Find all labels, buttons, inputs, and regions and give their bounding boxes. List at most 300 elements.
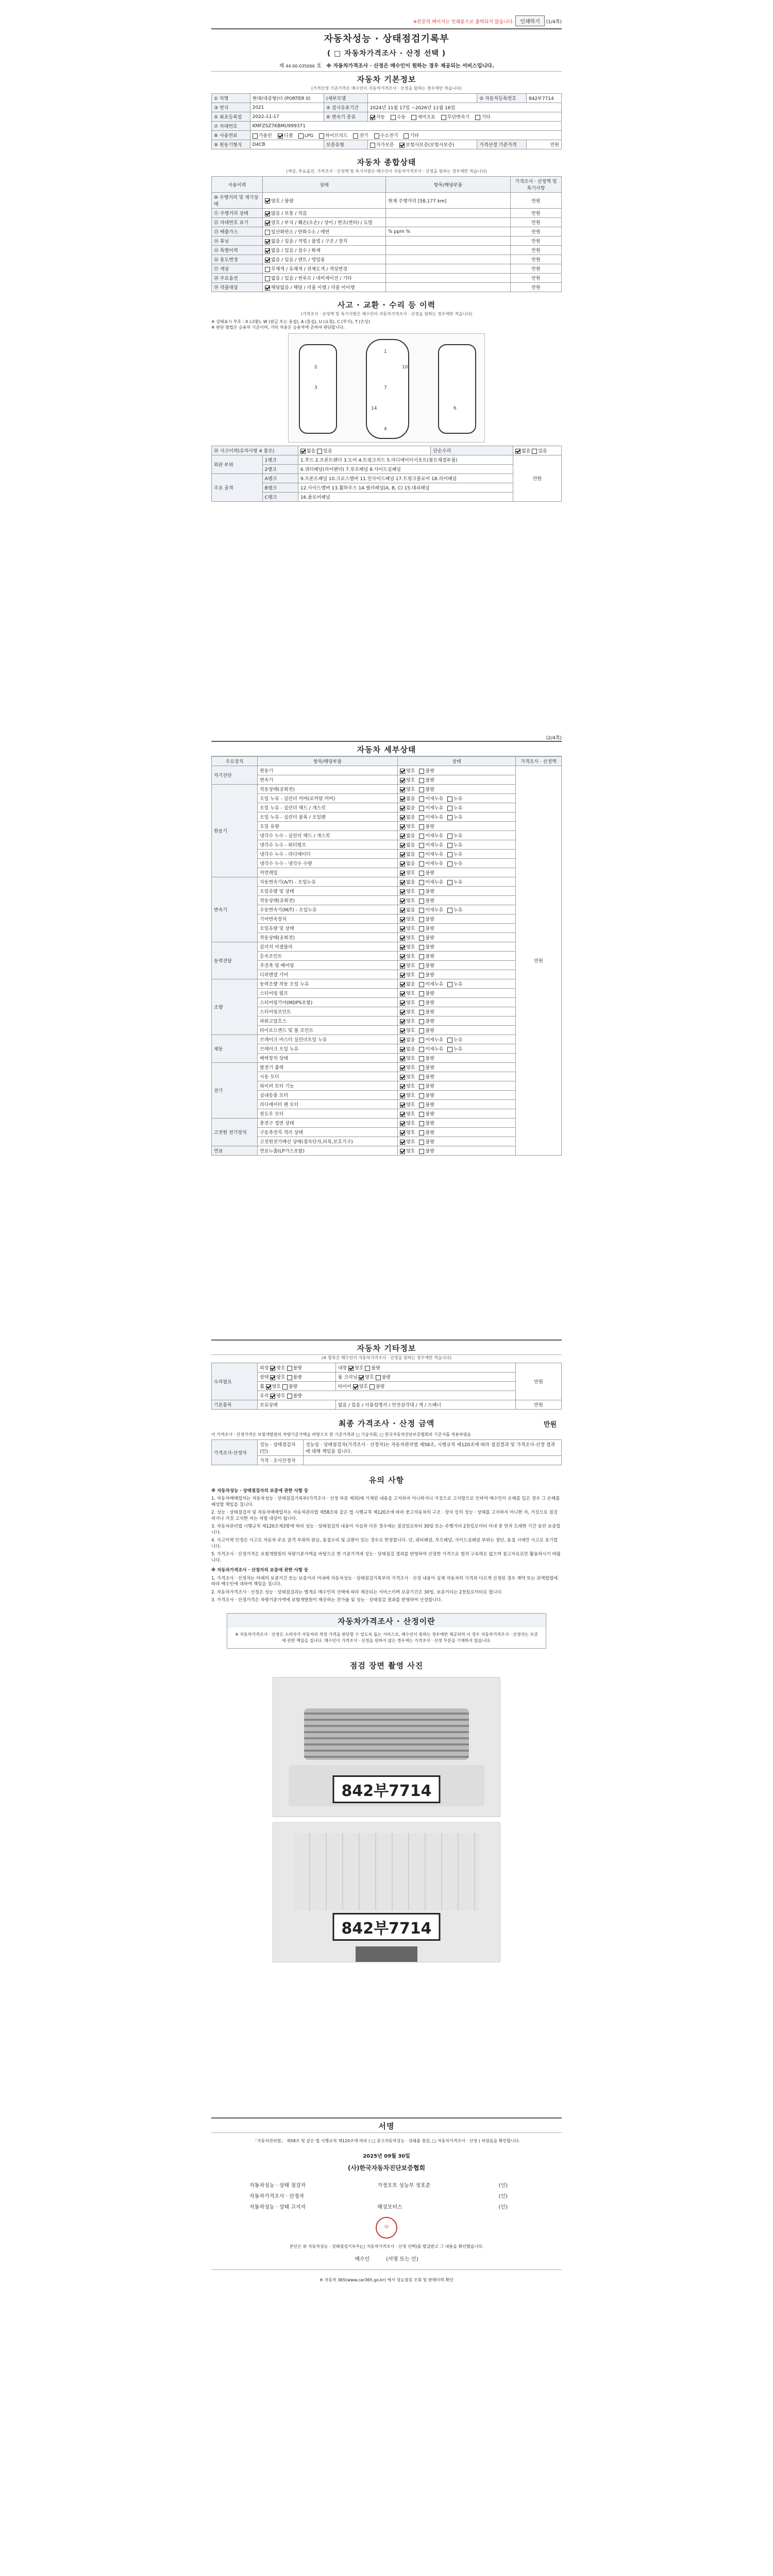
checkbox-checked[interactable]	[400, 945, 405, 950]
checkbox[interactable]	[419, 1112, 424, 1117]
checkbox-checked[interactable]	[400, 1056, 405, 1061]
state-option: 양호	[406, 1130, 415, 1136]
checkbox[interactable]	[447, 796, 452, 802]
checkbox[interactable]	[419, 1038, 424, 1043]
checkbox-checked[interactable]	[400, 1112, 405, 1117]
checkbox[interactable]	[419, 824, 424, 829]
checkbox[interactable]	[265, 267, 270, 272]
row-opts	[263, 264, 386, 274]
checkbox[interactable]	[376, 1375, 381, 1380]
state-good: 양호	[276, 1394, 285, 1399]
detail-item-state	[398, 914, 516, 924]
detail-item-label: 브레이크 마스터 실린더오일 누유	[258, 1035, 398, 1044]
checkbox-checked[interactable]	[265, 248, 270, 253]
checkbox-checked[interactable]	[400, 1075, 405, 1080]
row-opts-text: 없음 / 있음 / 썬루프 / 네비게이션 / 기타	[271, 276, 352, 281]
checkbox-checked[interactable]	[400, 936, 405, 941]
state-good: 양호	[272, 1384, 281, 1389]
checkbox[interactable]	[419, 1084, 424, 1089]
checkbox[interactable]	[419, 1010, 424, 1015]
row-label: ⑱ 주요옵션	[212, 274, 263, 283]
detail-item-label: 타이로드엔드 및 볼 조인트	[258, 1026, 398, 1035]
state-good: 양호	[359, 1384, 368, 1389]
checkbox[interactable]	[419, 1056, 424, 1061]
checkbox[interactable]	[447, 880, 452, 885]
detail-item-label: 디퍼렌셜 기어	[258, 970, 398, 979]
overall-col-price: 가격조사 · 산정액 및 특기사항	[511, 177, 562, 193]
checkbox-checked[interactable]	[400, 899, 405, 904]
checkbox-checked[interactable]	[400, 843, 405, 848]
state-option: 불량	[425, 917, 434, 922]
checkbox-checked[interactable]	[400, 926, 405, 931]
checkbox[interactable]	[419, 861, 424, 867]
state-option: 양호	[406, 1010, 415, 1015]
detail-group-label: 원동기	[212, 785, 258, 877]
row-price: 만원	[511, 209, 562, 218]
checkbox[interactable]	[353, 133, 358, 139]
signer-label: 자동차성능 · 상태 점검자	[249, 2183, 306, 2189]
state-option: 없음	[406, 908, 415, 913]
state-option: 양호	[406, 1001, 415, 1006]
state-option: 양호	[406, 1103, 415, 1108]
checkbox[interactable]	[317, 449, 322, 454]
detail-row	[212, 952, 562, 961]
checkbox[interactable]	[419, 806, 424, 811]
doc-notice: ※ 자동차가격조사 · 산정은 매수인이 원하는 경우 제공되는 서비스입니다.	[326, 63, 494, 69]
transmission-semi: 세미오토	[417, 115, 435, 120]
row-detail	[386, 264, 511, 274]
checkbox-checked[interactable]	[400, 1149, 405, 1154]
final-price-block	[211, 1416, 562, 1430]
state-option: 없음	[406, 1038, 415, 1043]
checkbox-checked[interactable]	[348, 1366, 354, 1371]
checkbox[interactable]	[369, 1384, 375, 1389]
checkbox-checked[interactable]	[265, 221, 270, 226]
checkbox-checked[interactable]	[400, 796, 405, 802]
checkbox-checked[interactable]	[400, 917, 405, 922]
checkbox[interactable]	[419, 1065, 424, 1071]
detail-item-state	[398, 952, 516, 961]
checkbox[interactable]	[287, 1366, 292, 1371]
checkbox[interactable]	[419, 973, 424, 978]
state-option: 불량	[425, 1149, 434, 1154]
row-label: ⑪ 주행거리 상태	[212, 209, 263, 218]
checkbox-checked[interactable]	[400, 1047, 405, 1052]
checkbox-checked[interactable]	[400, 1019, 405, 1024]
item-label: 휠	[260, 1384, 264, 1389]
row-detail	[386, 236, 511, 246]
checkbox-checked[interactable]	[359, 1375, 364, 1380]
checkbox[interactable]	[419, 1019, 424, 1024]
detail-item-label: 스티어링 펌프	[258, 989, 398, 998]
checkbox-checked[interactable]	[400, 908, 405, 913]
detail-item-label: 오일 누유 - 실린더 블록 / 오일팬	[258, 812, 398, 822]
car-top-view	[366, 339, 409, 439]
checkbox-checked[interactable]	[400, 1140, 405, 1145]
checkbox[interactable]	[447, 908, 452, 913]
detail-item-label: 추진축 및 베어링	[258, 961, 398, 970]
page-2	[211, 734, 562, 1332]
overall-title: 자동차 종합상태	[357, 158, 416, 167]
overall-col-state: 상태	[263, 177, 386, 193]
checkbox[interactable]	[319, 133, 324, 139]
checkbox[interactable]	[419, 1149, 424, 1154]
checkbox[interactable]	[419, 834, 424, 839]
row-label: ⑯ 용도변경	[212, 255, 263, 264]
state-good: 양호	[365, 1375, 374, 1380]
checkbox-checked[interactable]	[265, 239, 270, 244]
state-option: 양호	[406, 1028, 415, 1033]
first-reg-label: ⑤ 최초등록일	[212, 112, 250, 122]
checkbox[interactable]	[365, 1366, 370, 1371]
signer-mark: (인)	[498, 2183, 508, 2189]
page-4	[211, 2117, 562, 2571]
detail-item-state	[398, 1100, 516, 1109]
checkbox-checked[interactable]	[400, 834, 405, 839]
checkbox[interactable]	[282, 1384, 288, 1389]
state-option: 불량	[425, 1093, 434, 1098]
vehicle-diagram	[288, 333, 485, 443]
detail-group-label: 제동	[212, 1035, 258, 1063]
checkbox-checked[interactable]	[400, 1084, 405, 1089]
detail-row	[212, 914, 562, 924]
checkbox[interactable]	[447, 1047, 452, 1052]
checkbox-checked[interactable]	[400, 815, 405, 820]
buyer-mark: (서명 또는 인)	[386, 2257, 418, 2262]
row-price: 만원	[511, 193, 562, 209]
checkbox[interactable]	[411, 115, 416, 120]
sign-date: 2025년 09월 30일	[363, 2154, 410, 2159]
checkbox[interactable]	[419, 1001, 424, 1006]
checkbox[interactable]	[419, 796, 424, 802]
detail-item-state	[398, 1128, 516, 1137]
checkbox[interactable]	[447, 1038, 452, 1043]
row-opts	[263, 227, 386, 236]
note-item: 4. 사고이력 인정은 사고로 자동차 주요 골격 부위의 판금, 용접수리 및 교환이 있는 경우로 한정합니다. 단, 쿼터패널, 루프패널, 사이드실패널 부위는 절단, 용접 시에만 사고로 표기합니다.	[211, 1538, 558, 1549]
detail-row	[212, 887, 562, 896]
detail-row	[212, 1035, 562, 1044]
detail-item-label: 발전기 출력	[258, 1063, 398, 1072]
checkbox-checked[interactable]	[400, 889, 405, 894]
state-option: 불량	[425, 1001, 434, 1006]
inspection-label: ④ 검사유효기간	[324, 103, 367, 112]
basic-items-label: 기본품목	[212, 1400, 258, 1410]
detail-item-label: 구동축전지 격리 상태	[258, 1128, 398, 1137]
final-price-signer-value	[304, 1456, 562, 1465]
overall-col-usage: 사용이력	[212, 177, 263, 193]
checkbox[interactable]	[447, 806, 452, 811]
checkbox-checked[interactable]	[400, 973, 405, 978]
checkbox-checked[interactable]	[353, 1384, 358, 1389]
state-option: 불량	[425, 787, 434, 792]
state-option: 미세누유	[425, 843, 444, 848]
checkbox-checked[interactable]	[400, 1038, 405, 1043]
detail-item-label: 수동변속기(M/T) - 오일누유	[258, 905, 398, 914]
detail-row	[212, 1109, 562, 1118]
checkbox-checked[interactable]	[400, 1065, 405, 1071]
checkbox[interactable]	[265, 276, 270, 281]
checkbox-checked[interactable]	[400, 963, 405, 969]
checkbox[interactable]	[447, 852, 452, 857]
signer-label: 자동차성능 · 상태 고지자	[249, 2205, 306, 2210]
state-good: 양호	[276, 1375, 285, 1380]
row-price: 만원	[511, 218, 562, 227]
checkbox[interactable]	[298, 133, 304, 139]
overall-row	[212, 227, 562, 236]
checkbox[interactable]	[419, 991, 424, 996]
buyer-label: 매수인	[355, 2257, 370, 2262]
detail-item-state	[398, 877, 516, 887]
document-subtitle: ( □ 자동차가격조사 · 산정 선택 )	[327, 49, 446, 58]
checkbox-checked[interactable]	[400, 778, 405, 783]
price-basis-label: 가격산정 기준가격	[477, 140, 527, 149]
state-option: 불량	[425, 1019, 434, 1024]
checkbox[interactable]	[447, 861, 452, 867]
detail-row	[212, 998, 562, 1007]
checkbox-checked[interactable]	[270, 1394, 275, 1399]
checkbox[interactable]	[419, 917, 424, 922]
opt-none: 없음	[522, 449, 531, 454]
choice-box	[227, 1613, 546, 1649]
checkbox-checked[interactable]	[400, 861, 405, 867]
detail-item-state	[398, 831, 516, 840]
row-opts	[263, 236, 386, 246]
fuel-label: ⑧ 사용연료	[212, 131, 250, 140]
checkbox[interactable]	[419, 815, 424, 820]
state-option: 불량	[425, 1130, 434, 1136]
choice-body: ※ 자동차가격조사 · 산정은 소비자가 자동차의 적정 가격을 판단할 수 있도록 돕는 서비스로, 매수인이 원하는 경우에만 제공되며 이 경우 자동차가격조사 · 산정자는 보증에 관한 책임을 집니다. 매수인이 가격조사 · 산정을 원하지 않는 경우에는 가격조사 · 산정 부분을 기재하지 않습니다.	[234, 1632, 539, 1643]
state-option: 미세누유	[425, 1047, 444, 1052]
checkbox-checked[interactable]	[400, 1001, 405, 1006]
basic-info-subtitle: (가격산정 기준가격은 매수인이 자동차가격조사 · 산정을 원하는 경우에만 적습니다)	[311, 86, 462, 91]
detail-row	[212, 979, 562, 989]
row-detail	[386, 283, 511, 292]
checkbox[interactable]	[287, 1394, 292, 1399]
checkbox[interactable]	[419, 1075, 424, 1080]
warranty-label: 보증유형	[324, 140, 367, 149]
state-option: 불량	[425, 963, 434, 969]
sign-row	[246, 2201, 527, 2212]
truck-step	[356, 1946, 417, 1962]
checkbox[interactable]	[419, 908, 424, 913]
detail-item-label: 배력장치 상태	[258, 1054, 398, 1063]
checkbox[interactable]	[419, 778, 424, 783]
checkbox[interactable]	[447, 843, 452, 848]
simple-repair-label: 단순수리	[431, 446, 513, 455]
checkbox-checked[interactable]	[265, 198, 270, 204]
checkbox-checked[interactable]	[400, 1103, 405, 1108]
detail-row	[212, 924, 562, 933]
checkbox[interactable]	[419, 963, 424, 969]
checkbox[interactable]	[419, 852, 424, 857]
row-detail	[386, 218, 511, 227]
checkbox-checked[interactable]	[400, 982, 405, 987]
checkbox-checked[interactable]	[300, 449, 306, 454]
repair-tire	[335, 1382, 515, 1391]
checkbox-checked[interactable]	[400, 852, 405, 857]
state-option: 누유	[453, 852, 463, 857]
detail-item-state	[398, 840, 516, 850]
checkbox[interactable]	[370, 143, 375, 148]
part-number: 10	[402, 365, 408, 370]
checkbox[interactable]	[419, 1093, 424, 1098]
checkbox[interactable]	[419, 880, 424, 885]
page-1	[211, 15, 562, 724]
buyer-row	[211, 2255, 562, 2262]
state-option: 양호	[406, 1112, 415, 1117]
checkbox[interactable]	[419, 871, 424, 876]
detail-item-label: 오일유량 및 상태	[258, 887, 398, 896]
row-price: 만원	[511, 255, 562, 264]
detail-item-state	[398, 822, 516, 831]
detail-row	[212, 942, 562, 952]
accident-history-label: ⑳ 사고이력(유의사항 4 참조)	[212, 446, 298, 455]
state-option: 양호	[406, 963, 415, 969]
checkbox-checked[interactable]	[400, 871, 405, 876]
checkbox-checked[interactable]	[400, 824, 405, 829]
detail-item-label: 연료누출(LP가스포함)	[258, 1146, 398, 1156]
checkbox-checked[interactable]	[400, 787, 405, 792]
checkbox[interactable]	[419, 843, 424, 848]
detail-item-state	[398, 924, 516, 933]
state-bad: 불량	[293, 1394, 302, 1399]
checkbox[interactable]	[441, 115, 446, 120]
checkbox-checked[interactable]	[400, 1010, 405, 1015]
truck-cargo-door	[294, 1833, 479, 1910]
state-option: 누유	[453, 908, 463, 913]
doc-no-label: 제	[279, 63, 284, 69]
checkbox-checked[interactable]	[265, 258, 270, 263]
detail-item-label: 자동변속기(A/T) - 오일누유	[258, 877, 398, 887]
checkbox-checked[interactable]	[400, 991, 405, 996]
checkbox-checked[interactable]	[515, 449, 520, 454]
vin-value: KMFZSZ7KBMU999371	[250, 122, 561, 131]
checkbox[interactable]	[374, 133, 379, 139]
state-option: 누유	[453, 1038, 463, 1043]
state-option: 미세누유	[425, 880, 444, 885]
plate-label: ② 자동차등록번호	[477, 94, 527, 103]
checkbox[interactable]	[391, 115, 396, 120]
checkbox-checked[interactable]	[399, 143, 405, 148]
checkbox[interactable]	[419, 1130, 424, 1136]
detail-row	[212, 794, 562, 803]
checkbox-checked[interactable]	[400, 1121, 405, 1126]
checkbox[interactable]	[419, 945, 424, 950]
row-label: ⑭ 튜닝	[212, 236, 263, 246]
document-number-row	[211, 59, 562, 71]
state-option: 양호	[406, 824, 415, 829]
checkbox[interactable]	[419, 982, 424, 987]
checkbox[interactable]	[419, 1140, 424, 1145]
checkbox[interactable]	[419, 787, 424, 792]
detail-group-label: 고전원 전기장치	[212, 1118, 258, 1146]
checkbox[interactable]	[419, 954, 424, 959]
state-option: 불량	[425, 954, 434, 959]
checkbox[interactable]	[419, 1103, 424, 1108]
year-value: 2021	[250, 103, 324, 112]
checkbox[interactable]	[447, 834, 452, 839]
checkbox-checked[interactable]	[265, 211, 270, 216]
checkbox-checked[interactable]	[265, 285, 270, 291]
checkbox[interactable]	[447, 982, 452, 987]
state-option: 없음	[406, 1047, 415, 1052]
checkbox[interactable]	[475, 115, 480, 120]
checkbox-checked[interactable]	[400, 1028, 405, 1033]
checkbox[interactable]	[419, 936, 424, 941]
detail-group-label: 동력전달	[212, 942, 258, 979]
checkbox[interactable]	[265, 230, 270, 235]
item-label: 룸 크리닝	[338, 1375, 358, 1380]
checkbox[interactable]	[419, 889, 424, 894]
note-item: 3. 가격조사 · 산정가격은 차량기준가액에 보험개발원이 제공하는 잔가율 및 성능 · 상태점검 결과를 반영하여 산정합니다.	[211, 1598, 443, 1603]
checkbox-checked[interactable]	[270, 1366, 275, 1371]
row-detail	[386, 209, 511, 218]
row-detail: % ppm %	[386, 227, 511, 236]
detail-item-label: 변속기	[258, 775, 398, 785]
year-label: ③ 연식	[212, 103, 250, 112]
checkbox-checked[interactable]	[266, 1384, 271, 1389]
state-option: 미세누유	[425, 815, 444, 820]
repair-cleaning	[335, 1372, 515, 1382]
checkbox[interactable]	[447, 815, 452, 820]
detail-item-label: 스티어링조인트	[258, 1007, 398, 1016]
final-unit: 만원	[543, 1421, 557, 1429]
detail-item-label: 냉각수 누수 - 워터펌프	[258, 840, 398, 850]
detail-item-state	[398, 868, 516, 877]
repair-exterior	[258, 1363, 336, 1372]
checkbox[interactable]	[419, 899, 424, 904]
state-option: 불량	[425, 1140, 434, 1145]
detail-row	[212, 1081, 562, 1091]
checkbox-checked[interactable]	[400, 1130, 405, 1136]
fuel-hybrid: 하이브리드	[325, 133, 348, 139]
state-option: 불량	[425, 1121, 434, 1126]
checkbox[interactable]	[532, 449, 537, 454]
checkbox[interactable]	[287, 1375, 292, 1380]
accident-subtitle: (가격조사 · 산정액 및 특기사항은 매수인이 자동차가격조사 · 산정을 원하는 경우에만 적습니다)	[300, 312, 473, 316]
checkbox-checked[interactable]	[400, 954, 405, 959]
checkbox[interactable]	[404, 133, 409, 139]
checkbox[interactable]	[419, 1028, 424, 1033]
state-option: 누유	[453, 861, 463, 867]
checkbox[interactable]	[253, 133, 258, 139]
checkbox-checked[interactable]	[400, 806, 405, 811]
state-option: 미세누유	[425, 834, 444, 839]
checkbox[interactable]	[419, 1047, 424, 1052]
repair-wheel	[258, 1382, 336, 1391]
detail-item-label: 고전원전기배선 상태(접속단자,피복,보호기구)	[258, 1137, 398, 1146]
checkbox-checked[interactable]	[400, 880, 405, 885]
checkbox[interactable]	[419, 926, 424, 931]
print-button[interactable]: 인쇄하기	[515, 15, 545, 26]
checkbox-checked[interactable]	[270, 1375, 275, 1380]
repair-interior	[335, 1363, 515, 1372]
checkbox[interactable]	[419, 769, 424, 774]
detail-row	[212, 1072, 562, 1081]
rankB-label: B랭크	[262, 483, 298, 493]
overall-row	[212, 209, 562, 218]
state-option: 불량	[425, 769, 434, 774]
row-label: ⑬ 배출가스	[212, 227, 263, 236]
checkbox-checked[interactable]	[370, 115, 375, 120]
checkbox[interactable]	[419, 1121, 424, 1126]
state-option: 양호	[406, 787, 415, 792]
state-option: 누유	[453, 806, 463, 811]
checkbox-checked[interactable]	[400, 1093, 405, 1098]
checkbox-checked[interactable]	[278, 133, 283, 139]
basic-info-table	[211, 93, 562, 149]
checkbox-checked[interactable]	[400, 769, 405, 774]
